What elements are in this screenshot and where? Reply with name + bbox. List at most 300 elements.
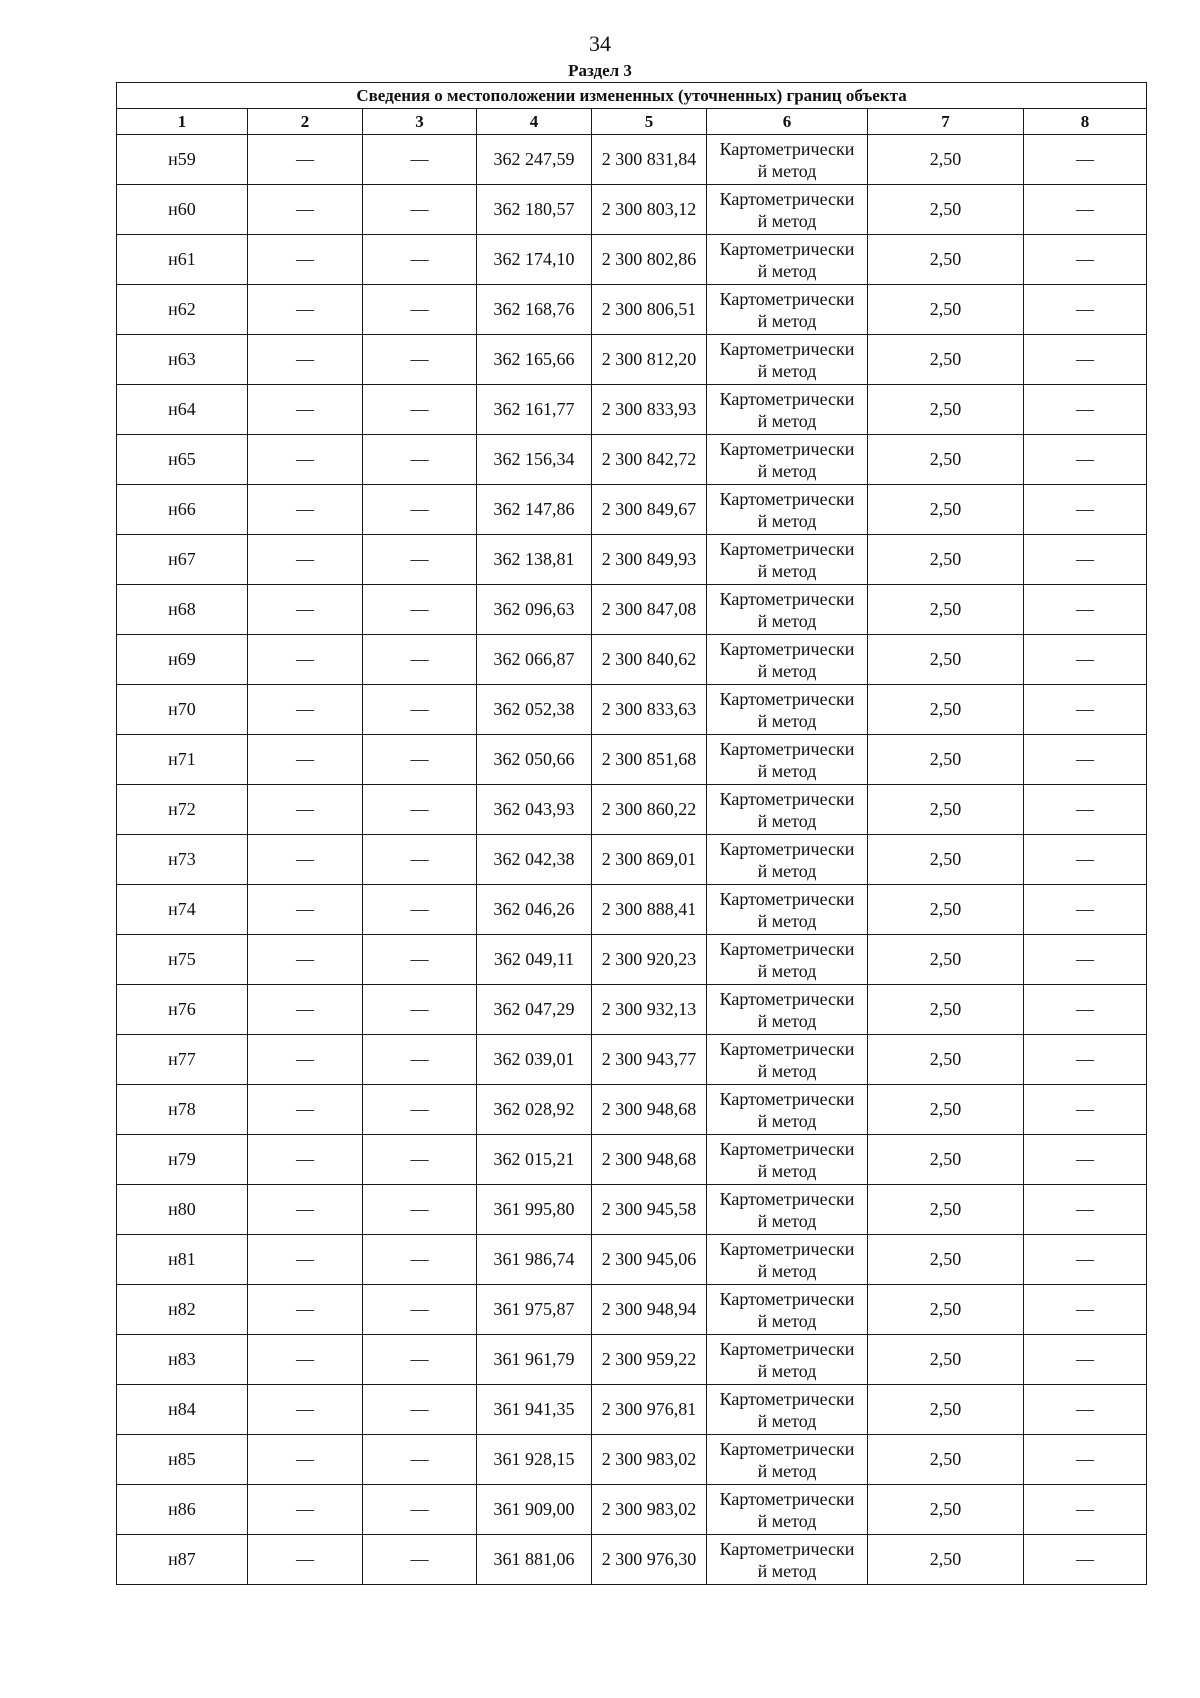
col8-cell: — xyxy=(1024,985,1147,1035)
point-number-cell: н83 xyxy=(117,1335,248,1385)
col2-cell: — xyxy=(248,185,363,235)
boundary-coordinates-table xyxy=(116,82,1147,1585)
table-row xyxy=(117,685,1147,735)
col8-cell: — xyxy=(1024,785,1147,835)
method-cell xyxy=(707,1185,868,1235)
point-number-cell: н84 xyxy=(117,1385,248,1435)
col3-cell: — xyxy=(363,1185,477,1235)
y-coordinate-cell: 2 300 842,72 xyxy=(592,435,707,485)
col2-cell: — xyxy=(248,785,363,835)
col8-cell: — xyxy=(1024,735,1147,785)
method-line-1: Картометрически xyxy=(719,788,855,809)
y-coordinate-cell: 2 300 932,13 xyxy=(592,985,707,1035)
y-coordinate-cell: 2 300 840,62 xyxy=(592,635,707,685)
col2-cell: — xyxy=(248,1385,363,1435)
accuracy-cell: 2,50 xyxy=(868,1385,1024,1435)
y-coordinate-cell: 2 300 888,41 xyxy=(592,885,707,935)
table-row xyxy=(117,835,1147,885)
point-number-cell: н64 xyxy=(117,385,248,435)
col3-cell: — xyxy=(363,1135,477,1185)
y-coordinate-cell: 2 300 812,20 xyxy=(592,335,707,385)
method-line-1: Картометрически xyxy=(719,888,855,909)
x-coordinate-cell: 362 138,81 xyxy=(477,535,592,585)
table-body xyxy=(117,135,1147,1585)
accuracy-cell: 2,50 xyxy=(868,785,1024,835)
point-number-cell: н60 xyxy=(117,185,248,235)
method-line-1: Картометрически xyxy=(719,288,855,309)
col8-cell: — xyxy=(1024,1185,1147,1235)
method-line-1: Картометрически xyxy=(719,588,855,609)
method-cell xyxy=(707,735,868,785)
y-coordinate-cell: 2 300 847,08 xyxy=(592,585,707,635)
col3-cell: — xyxy=(363,135,477,185)
column-number-3: 3 xyxy=(363,109,477,135)
table-row xyxy=(117,585,1147,635)
point-number-cell: н74 xyxy=(117,885,248,935)
x-coordinate-cell: 361 881,06 xyxy=(477,1535,592,1585)
col2-cell: — xyxy=(248,1185,363,1235)
col2-cell: — xyxy=(248,585,363,635)
y-coordinate-cell: 2 300 833,93 xyxy=(592,385,707,435)
method-line-1: Картометрически xyxy=(719,1038,855,1059)
method-line-1: Картометрически xyxy=(719,138,855,159)
accuracy-cell: 2,50 xyxy=(868,535,1024,585)
accuracy-cell: 2,50 xyxy=(868,185,1024,235)
point-number-cell: н59 xyxy=(117,135,248,185)
method-line-1: Картометрически xyxy=(719,1088,855,1109)
x-coordinate-cell: 362 043,93 xyxy=(477,785,592,835)
column-number-4: 4 xyxy=(477,109,592,135)
x-coordinate-cell: 361 995,80 xyxy=(477,1185,592,1235)
accuracy-cell: 2,50 xyxy=(868,1285,1024,1335)
method-cell xyxy=(707,285,868,335)
method-cell xyxy=(707,935,868,985)
table-row xyxy=(117,785,1147,835)
accuracy-cell: 2,50 xyxy=(868,1085,1024,1135)
point-number-cell: н81 xyxy=(117,1235,248,1285)
col8-cell: — xyxy=(1024,935,1147,985)
col3-cell: — xyxy=(363,885,477,935)
col8-cell: — xyxy=(1024,1235,1147,1285)
method-cell xyxy=(707,785,868,835)
table-row xyxy=(117,1235,1147,1285)
method-line-2: й метод xyxy=(757,910,817,931)
method-line-2: й метод xyxy=(757,160,817,181)
y-coordinate-cell: 2 300 833,63 xyxy=(592,685,707,735)
y-coordinate-cell: 2 300 943,77 xyxy=(592,1035,707,1085)
accuracy-cell: 2,50 xyxy=(868,685,1024,735)
col2-cell: — xyxy=(248,1285,363,1335)
accuracy-cell: 2,50 xyxy=(868,485,1024,535)
method-line-1: Картометрически xyxy=(719,188,855,209)
col8-cell: — xyxy=(1024,1435,1147,1485)
point-number-cell: н69 xyxy=(117,635,248,685)
x-coordinate-cell: 362 015,21 xyxy=(477,1135,592,1185)
accuracy-cell: 2,50 xyxy=(868,285,1024,335)
col2-cell: — xyxy=(248,485,363,535)
col2-cell: — xyxy=(248,685,363,735)
table-row xyxy=(117,1435,1147,1485)
method-line-1: Картометрически xyxy=(719,1388,855,1409)
col8-cell: — xyxy=(1024,335,1147,385)
accuracy-cell: 2,50 xyxy=(868,1535,1024,1585)
accuracy-cell: 2,50 xyxy=(868,235,1024,285)
point-number-cell: н67 xyxy=(117,535,248,585)
method-cell xyxy=(707,835,868,885)
method-line-2: й метод xyxy=(757,1260,817,1281)
method-line-2: й метод xyxy=(757,1160,817,1181)
method-line-1: Картометрически xyxy=(719,538,855,559)
page-number: 34 xyxy=(589,31,611,56)
method-line-2: й метод xyxy=(757,510,817,531)
x-coordinate-cell: 361 928,15 xyxy=(477,1435,592,1485)
method-line-2: й метод xyxy=(757,260,817,281)
col3-cell: — xyxy=(363,935,477,985)
col8-cell: — xyxy=(1024,235,1147,285)
col3-cell: — xyxy=(363,435,477,485)
col3-cell: — xyxy=(363,785,477,835)
y-coordinate-cell: 2 300 983,02 xyxy=(592,1435,707,1485)
point-number-cell: н63 xyxy=(117,335,248,385)
col8-cell: — xyxy=(1024,1135,1147,1185)
method-cell xyxy=(707,1435,868,1485)
method-cell xyxy=(707,1035,868,1085)
accuracy-cell: 2,50 xyxy=(868,1335,1024,1385)
col8-cell: — xyxy=(1024,1535,1147,1585)
col2-cell: — xyxy=(248,835,363,885)
y-coordinate-cell: 2 300 869,01 xyxy=(592,835,707,885)
table-row xyxy=(117,235,1147,285)
x-coordinate-cell: 361 909,00 xyxy=(477,1485,592,1535)
y-coordinate-cell: 2 300 920,23 xyxy=(592,935,707,985)
accuracy-cell: 2,50 xyxy=(868,835,1024,885)
x-coordinate-cell: 362 247,59 xyxy=(477,135,592,185)
method-line-2: й метод xyxy=(757,1360,817,1381)
method-line-1: Картометрически xyxy=(719,938,855,959)
col3-cell: — xyxy=(363,1085,477,1135)
method-line-2: й метод xyxy=(757,810,817,831)
point-number-cell: н80 xyxy=(117,1185,248,1235)
x-coordinate-cell: 361 975,87 xyxy=(477,1285,592,1335)
accuracy-cell: 2,50 xyxy=(868,335,1024,385)
method-cell xyxy=(707,335,868,385)
y-coordinate-cell: 2 300 948,68 xyxy=(592,1135,707,1185)
point-number-cell: н62 xyxy=(117,285,248,335)
table-row xyxy=(117,485,1147,535)
col3-cell: — xyxy=(363,535,477,585)
y-coordinate-cell: 2 300 983,02 xyxy=(592,1485,707,1535)
method-cell xyxy=(707,1085,868,1135)
method-cell xyxy=(707,135,868,185)
method-line-2: й метод xyxy=(757,1510,817,1531)
col3-cell: — xyxy=(363,635,477,685)
accuracy-cell: 2,50 xyxy=(868,1135,1024,1185)
method-cell xyxy=(707,685,868,735)
col3-cell: — xyxy=(363,1035,477,1085)
point-number-cell: н77 xyxy=(117,1035,248,1085)
method-cell xyxy=(707,985,868,1035)
col2-cell: — xyxy=(248,1135,363,1185)
point-number-cell: н78 xyxy=(117,1085,248,1135)
accuracy-cell: 2,50 xyxy=(868,135,1024,185)
table-row xyxy=(117,1285,1147,1335)
table-row xyxy=(117,335,1147,385)
x-coordinate-cell: 362 046,26 xyxy=(477,885,592,935)
method-line-2: й метод xyxy=(757,1110,817,1131)
x-coordinate-cell: 361 961,79 xyxy=(477,1335,592,1385)
method-cell xyxy=(707,1235,868,1285)
method-cell xyxy=(707,185,868,235)
x-coordinate-cell: 362 066,87 xyxy=(477,635,592,685)
accuracy-cell: 2,50 xyxy=(868,1185,1024,1235)
point-number-cell: н85 xyxy=(117,1435,248,1485)
point-number-cell: н86 xyxy=(117,1485,248,1535)
table-row xyxy=(117,935,1147,985)
method-cell xyxy=(707,1535,868,1585)
table-row xyxy=(117,185,1147,235)
method-line-1: Картометрически xyxy=(719,1488,855,1509)
method-line-2: й метод xyxy=(757,410,817,431)
method-line-1: Картометрически xyxy=(719,1538,855,1559)
method-line-2: й метод xyxy=(757,310,817,331)
col3-cell: — xyxy=(363,1335,477,1385)
table-row xyxy=(117,1185,1147,1235)
col2-cell: — xyxy=(248,535,363,585)
method-line-2: й метод xyxy=(757,1060,817,1081)
col8-cell: — xyxy=(1024,485,1147,535)
y-coordinate-cell: 2 300 806,51 xyxy=(592,285,707,335)
method-cell xyxy=(707,1135,868,1185)
col8-cell: — xyxy=(1024,885,1147,935)
table-row xyxy=(117,1135,1147,1185)
table-row xyxy=(117,985,1147,1035)
method-line-1: Картометрически xyxy=(719,838,855,859)
x-coordinate-cell: 362 047,29 xyxy=(477,985,592,1035)
col3-cell: — xyxy=(363,1485,477,1535)
y-coordinate-cell: 2 300 803,12 xyxy=(592,185,707,235)
section-title: Раздел 3 xyxy=(568,61,632,80)
method-line-2: й метод xyxy=(757,760,817,781)
x-coordinate-cell: 362 028,92 xyxy=(477,1085,592,1135)
x-coordinate-cell: 362 165,66 xyxy=(477,335,592,385)
x-coordinate-cell: 362 156,34 xyxy=(477,435,592,485)
col8-cell: — xyxy=(1024,1385,1147,1435)
accuracy-cell: 2,50 xyxy=(868,1485,1024,1535)
col3-cell: — xyxy=(363,285,477,335)
accuracy-cell: 2,50 xyxy=(868,585,1024,635)
col8-cell: — xyxy=(1024,585,1147,635)
x-coordinate-cell: 362 147,86 xyxy=(477,485,592,535)
column-number-5: 5 xyxy=(592,109,707,135)
col8-cell: — xyxy=(1024,535,1147,585)
point-number-cell: н75 xyxy=(117,935,248,985)
accuracy-cell: 2,50 xyxy=(868,885,1024,935)
col2-cell: — xyxy=(248,235,363,285)
table-row xyxy=(117,1485,1147,1535)
col8-cell: — xyxy=(1024,1485,1147,1535)
accuracy-cell: 2,50 xyxy=(868,385,1024,435)
col2-cell: — xyxy=(248,1435,363,1485)
col8-cell: — xyxy=(1024,435,1147,485)
point-number-cell: н76 xyxy=(117,985,248,1035)
col3-cell: — xyxy=(363,185,477,235)
method-line-2: й метод xyxy=(757,610,817,631)
method-line-1: Картометрически xyxy=(719,488,855,509)
x-coordinate-cell: 362 049,11 xyxy=(477,935,592,985)
x-coordinate-cell: 362 174,10 xyxy=(477,235,592,285)
col3-cell: — xyxy=(363,735,477,785)
y-coordinate-cell: 2 300 802,86 xyxy=(592,235,707,285)
y-coordinate-cell: 2 300 849,93 xyxy=(592,535,707,585)
point-number-cell: н66 xyxy=(117,485,248,535)
table-row xyxy=(117,285,1147,335)
method-line-2: й метод xyxy=(757,960,817,981)
y-coordinate-cell: 2 300 948,94 xyxy=(592,1285,707,1335)
y-coordinate-cell: 2 300 945,06 xyxy=(592,1235,707,1285)
method-line-1: Картометрически xyxy=(719,1288,855,1309)
col8-cell: — xyxy=(1024,285,1147,335)
table-row xyxy=(117,435,1147,485)
method-line-2: й метод xyxy=(757,1460,817,1481)
table-row xyxy=(117,1085,1147,1135)
method-cell xyxy=(707,885,868,935)
col8-cell: — xyxy=(1024,1085,1147,1135)
col3-cell: — xyxy=(363,835,477,885)
method-cell xyxy=(707,1485,868,1535)
point-number-cell: н73 xyxy=(117,835,248,885)
table-row xyxy=(117,1335,1147,1385)
method-cell xyxy=(707,1385,868,1435)
method-line-1: Картометрически xyxy=(719,638,855,659)
point-number-cell: н68 xyxy=(117,585,248,635)
point-number-cell: н65 xyxy=(117,435,248,485)
table-row xyxy=(117,535,1147,585)
method-cell xyxy=(707,485,868,535)
method-line-2: й метод xyxy=(757,660,817,681)
method-line-1: Картометрически xyxy=(719,738,855,759)
col2-cell: — xyxy=(248,1235,363,1285)
column-number-row xyxy=(117,109,1147,135)
point-number-cell: н82 xyxy=(117,1285,248,1335)
method-cell xyxy=(707,535,868,585)
col3-cell: — xyxy=(363,1285,477,1335)
point-number-cell: н61 xyxy=(117,235,248,285)
method-line-1: Картометрически xyxy=(719,1138,855,1159)
accuracy-cell: 2,50 xyxy=(868,935,1024,985)
y-coordinate-cell: 2 300 831,84 xyxy=(592,135,707,185)
method-line-2: й метод xyxy=(757,1210,817,1231)
method-line-1: Картометрически xyxy=(719,438,855,459)
y-coordinate-cell: 2 300 959,22 xyxy=(592,1335,707,1385)
col2-cell: — xyxy=(248,285,363,335)
col8-cell: — xyxy=(1024,135,1147,185)
col8-cell: — xyxy=(1024,635,1147,685)
table-row xyxy=(117,885,1147,935)
method-cell xyxy=(707,435,868,485)
col2-cell: — xyxy=(248,1085,363,1135)
method-line-2: й метод xyxy=(757,1310,817,1331)
column-number-1: 1 xyxy=(117,109,248,135)
method-line-2: й метод xyxy=(757,210,817,231)
x-coordinate-cell: 361 941,35 xyxy=(477,1385,592,1435)
table-row xyxy=(117,1535,1147,1585)
x-coordinate-cell: 362 168,76 xyxy=(477,285,592,335)
method-line-1: Картометрически xyxy=(719,1338,855,1359)
method-cell xyxy=(707,385,868,435)
table-row xyxy=(117,1385,1147,1435)
col3-cell: — xyxy=(363,985,477,1035)
column-number-8: 8 xyxy=(1024,109,1147,135)
column-number-7: 7 xyxy=(868,109,1024,135)
point-number-cell: н79 xyxy=(117,1135,248,1185)
col3-cell: — xyxy=(363,1235,477,1285)
table-row xyxy=(117,735,1147,785)
accuracy-cell: 2,50 xyxy=(868,635,1024,685)
col8-cell: — xyxy=(1024,185,1147,235)
col8-cell: — xyxy=(1024,1035,1147,1085)
point-number-cell: н70 xyxy=(117,685,248,735)
y-coordinate-cell: 2 300 945,58 xyxy=(592,1185,707,1235)
y-coordinate-cell: 2 300 849,67 xyxy=(592,485,707,535)
y-coordinate-cell: 2 300 860,22 xyxy=(592,785,707,835)
col2-cell: — xyxy=(248,985,363,1035)
x-coordinate-cell: 362 161,77 xyxy=(477,385,592,435)
x-coordinate-cell: 362 050,66 xyxy=(477,735,592,785)
col8-cell: — xyxy=(1024,835,1147,885)
x-coordinate-cell: 362 096,63 xyxy=(477,585,592,635)
column-number-6: 6 xyxy=(707,109,868,135)
accuracy-cell: 2,50 xyxy=(868,435,1024,485)
point-number-cell: н87 xyxy=(117,1535,248,1585)
col3-cell: — xyxy=(363,585,477,635)
table-row xyxy=(117,385,1147,435)
method-line-1: Картометрически xyxy=(719,688,855,709)
method-line-1: Картометрически xyxy=(719,388,855,409)
method-line-2: й метод xyxy=(757,560,817,581)
col8-cell: — xyxy=(1024,1285,1147,1335)
method-line-2: й метод xyxy=(757,1560,817,1581)
method-line-2: й метод xyxy=(757,1010,817,1031)
point-number-cell: н71 xyxy=(117,735,248,785)
accuracy-cell: 2,50 xyxy=(868,1435,1024,1485)
point-number-cell: н72 xyxy=(117,785,248,835)
method-cell xyxy=(707,235,868,285)
method-line-2: й метод xyxy=(757,710,817,731)
method-line-2: й метод xyxy=(757,460,817,481)
table-row xyxy=(117,1035,1147,1085)
x-coordinate-cell: 362 180,57 xyxy=(477,185,592,235)
col2-cell: — xyxy=(248,935,363,985)
y-coordinate-cell: 2 300 851,68 xyxy=(592,735,707,785)
col2-cell: — xyxy=(248,735,363,785)
table-caption-row xyxy=(117,83,1147,109)
method-cell xyxy=(707,635,868,685)
accuracy-cell: 2,50 xyxy=(868,1235,1024,1285)
method-line-1: Картометрически xyxy=(719,338,855,359)
accuracy-cell: 2,50 xyxy=(868,985,1024,1035)
col3-cell: — xyxy=(363,1435,477,1485)
x-coordinate-cell: 362 042,38 xyxy=(477,835,592,885)
table-row xyxy=(117,635,1147,685)
method-line-1: Картометрически xyxy=(719,238,855,259)
method-cell xyxy=(707,1335,868,1385)
x-coordinate-cell: 361 986,74 xyxy=(477,1235,592,1285)
accuracy-cell: 2,50 xyxy=(868,1035,1024,1085)
col3-cell: — xyxy=(363,385,477,435)
col2-cell: — xyxy=(248,1535,363,1585)
y-coordinate-cell: 2 300 976,30 xyxy=(592,1535,707,1585)
col3-cell: — xyxy=(363,1535,477,1585)
